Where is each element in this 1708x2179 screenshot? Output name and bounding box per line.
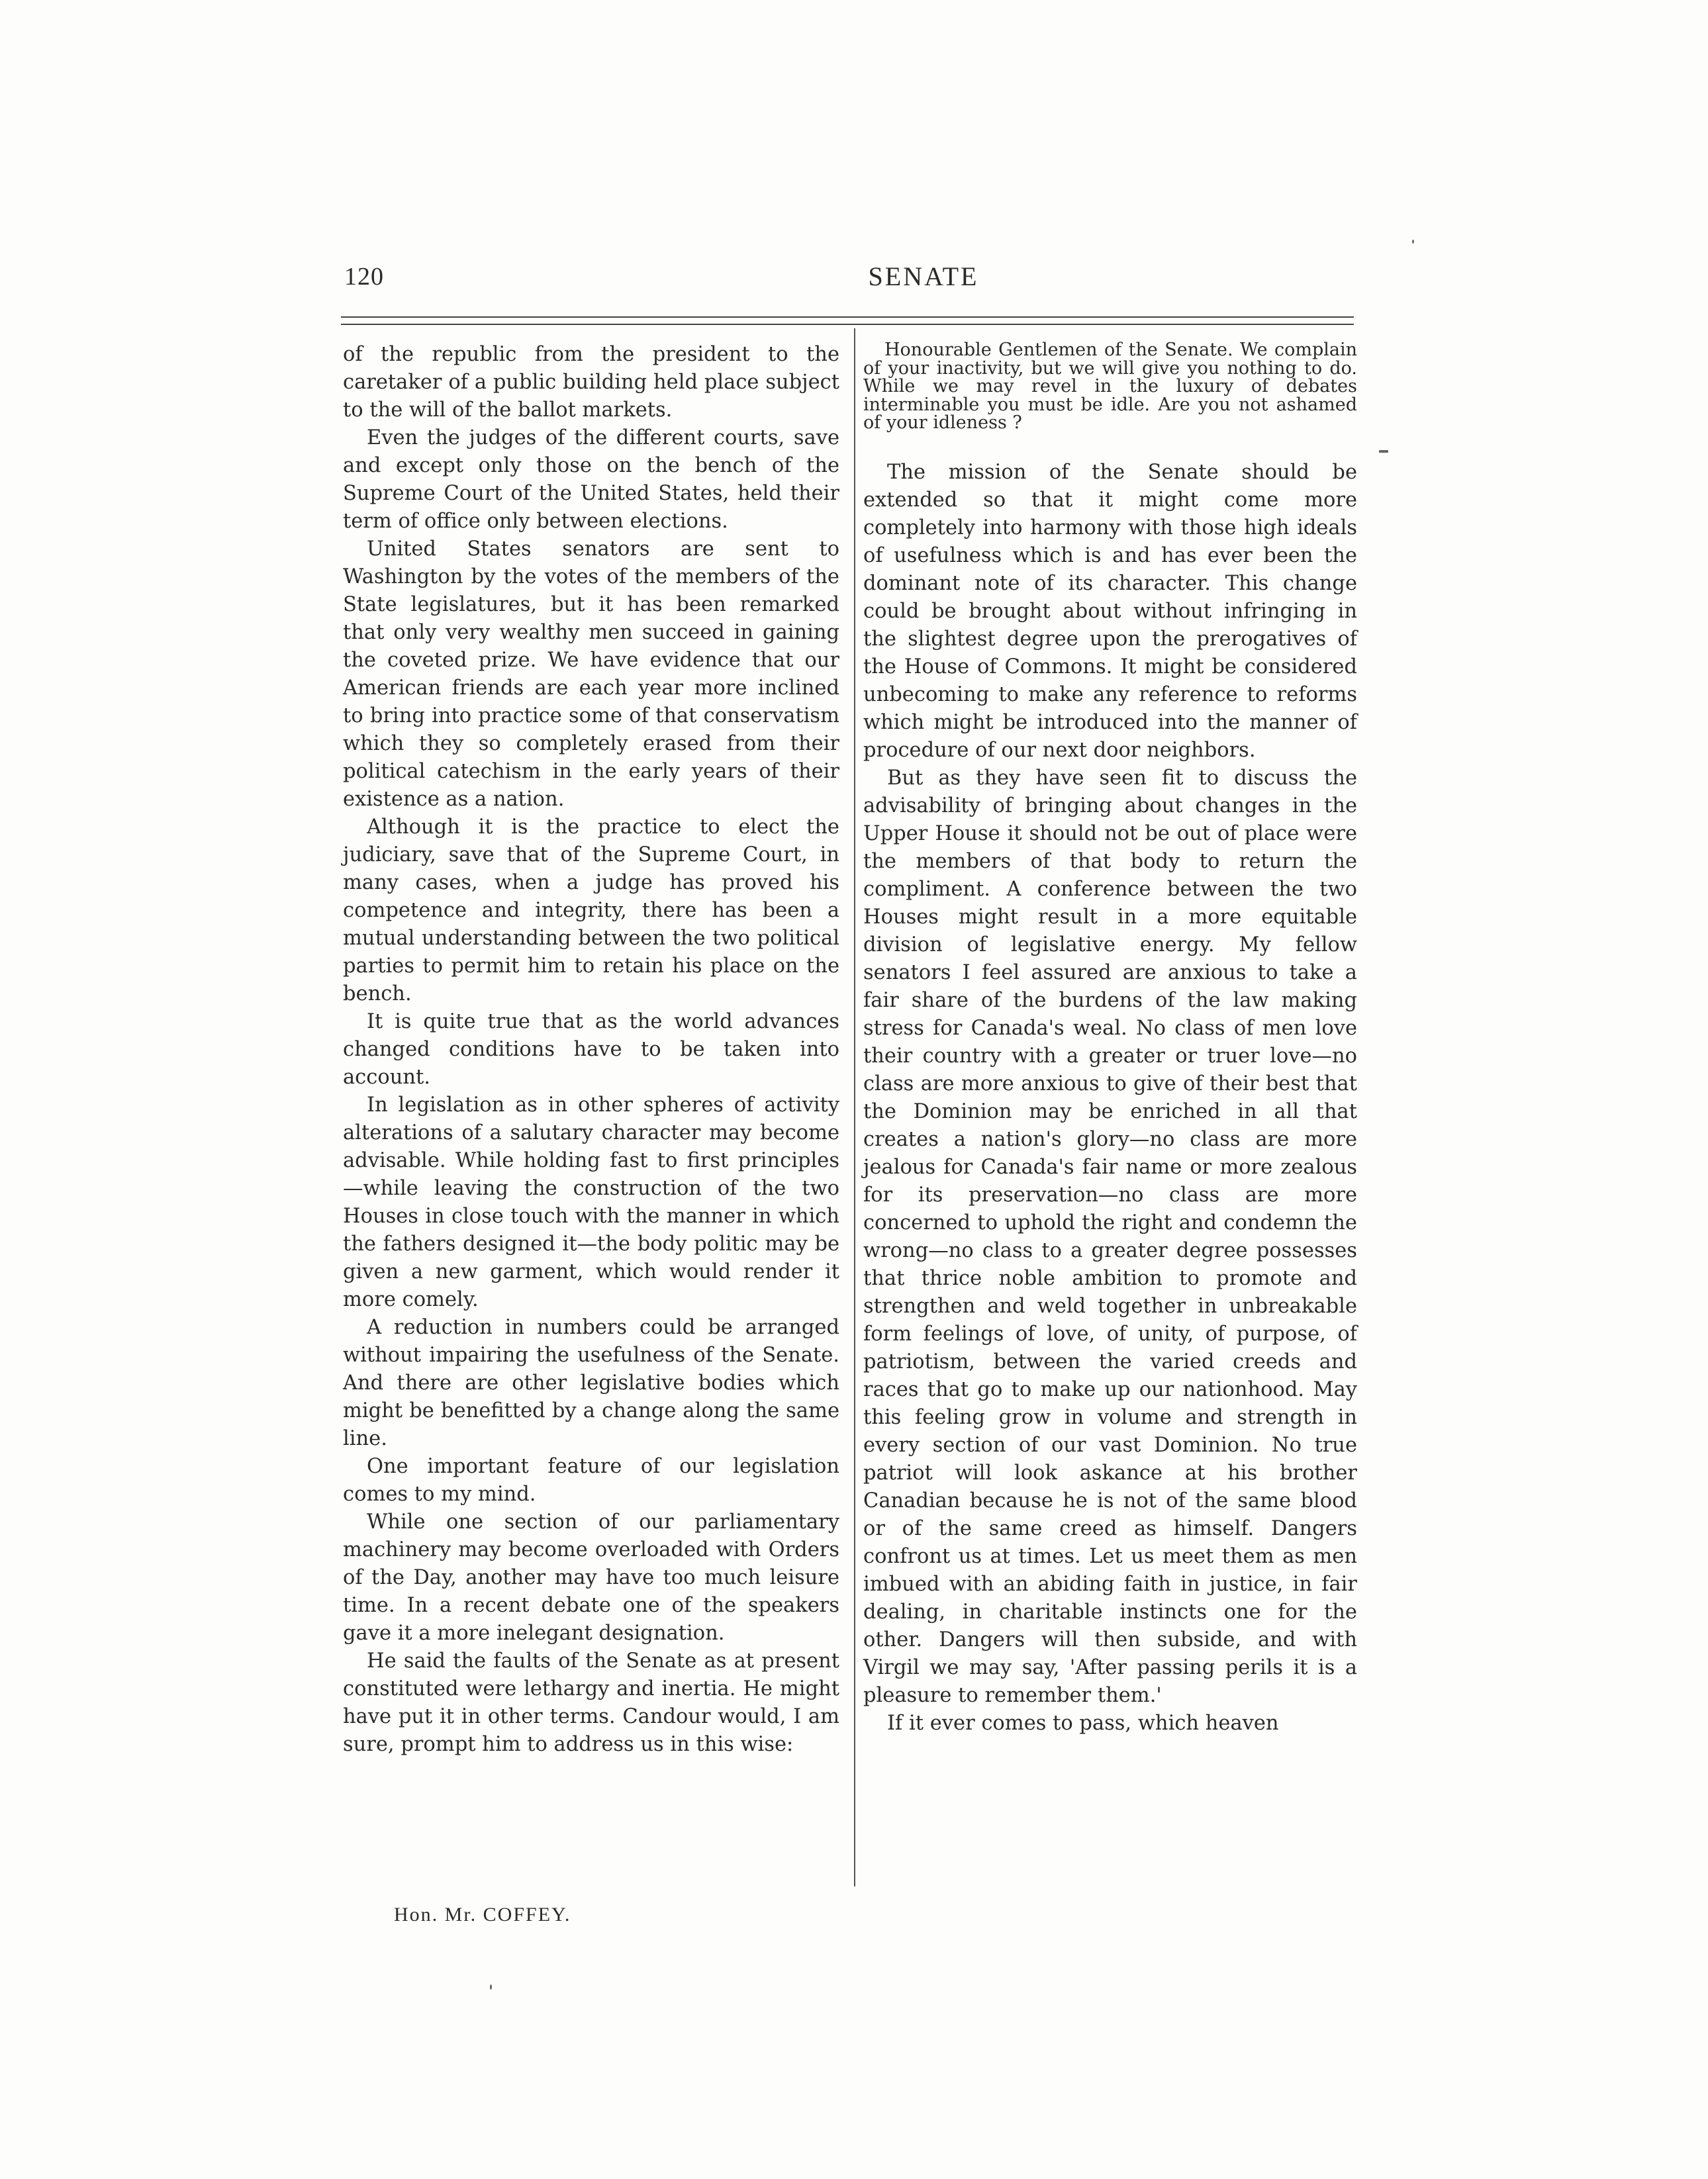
speaker-signature: Hon. Mr. COFFEY.	[394, 1904, 571, 1925]
left-paragraph-3: United States senators are sent to Washington by the votes of the members of the State legislatures, but it has been remarked that only very wealthy men succeed in gaining the coveted prize. We have evidence that our American friends are each year more inclined to bring into practice some of that conservatism which they so completely erased from their political catechism in the early years of their existence as a nation.	[343, 537, 839, 811]
left-column	[343, 341, 839, 1759]
header-rule-top	[341, 316, 1354, 318]
scan-speck	[490, 1984, 492, 1990]
left-paragraph-10: He said the faults of the Senate as at present constituted were lethargy and inertia. He might have put it in other terms. Candour would, I am sure, prompt him to address us in this wise:	[343, 1649, 839, 1756]
right-paragraph-2: But as they have seen fit to discuss the advisability of bringing about changes in the Upper House it should not be out of place were the members of that body to return the compliment. A conference between the two Houses might result in a more equitable division of legislative energy. My fellow senators I feel assured are anxious to take a fair share of the burdens of the law making stress for Canada's weal. No class of men love their country with a greater or truer love—no class are more anxious to give of their best that the Dominion may be enriched in all that creates a nation's glory—no class are more jealous for Canada's fair name or more zealous for its preservation—no class are more concerned to uphold the right and condemn the wrong—no class to a greater degree possesses that thrice noble ambition to promote and strengthen and weld together in unbreakable form feelings of love, of unity, of purpose, of patriotism, between the varied creeds and races that go to make up our nationhood. May this feeling grow in volume and strength in every section of our vast Dominion. No true patriot will look askance at his brother Canadian because he is not of the same blood or of the same creed as himself. Dangers confront us at times. Let us meet them as men imbued with an abiding faith in justice, in fair dealing, in charitable instincts one for the other. Dangers will then subside, and with Virgil we may say, 'After passing perils it is a pleasure to remember them.'	[863, 766, 1357, 1707]
scan-speck	[1412, 240, 1414, 244]
left-paragraph-2: Even the judges of the different courts, save and except only those on the bench of the Supreme Court of the United States, held their term of office only between elections.	[343, 426, 839, 533]
left-paragraph-9: While one section of our parliamentary machinery may become overloaded with Orders of the Day, another may have too much leisure time. In a recent debate one of the speakers gave it a more inelegant designation.	[343, 1510, 839, 1645]
left-paragraph-7: A reduction in numbers could be arranged without impairing the usefulness of the Senate. And there are other legislative bodies which might be benefitted by a change along the same line.	[343, 1316, 839, 1450]
left-paragraph-6: In legislation as in other spheres of activity alterations of a salutary character may become advisable. While holding fast to first principles—while leaving the construction of the two Houses in close touch with the manner in which the fathers designed it—the body politic may be given a new garment, which would render it more comely.	[343, 1093, 839, 1311]
left-paragraph-4: Although it is the practice to elect the judiciary, save that of the Supreme Court, in many cases, when a judge has proved his competence and integrity, there has been a mutual understanding between the two political parties to permit him to retain his place on the bench.	[343, 815, 839, 1005]
header-rule-bottom	[341, 324, 1354, 325]
right-column	[863, 341, 1357, 1738]
right-paragraph-3: If it ever comes to pass, which heaven	[887, 1711, 1279, 1735]
scan-speck	[1379, 450, 1388, 453]
left-paragraph-1: of the republic from the president to the caretaker of a public building held place subject to the will of the ballot markets.	[343, 343, 839, 422]
quoted-address: Honourable Gentlemen of the Senate. We complain of your inactivity, but we will give you nothing to do. While we may revel in the luxury of debates interminable you must be idle. Are you not ashamed of your idleness ?	[863, 340, 1357, 433]
right-paragraph-1: The mission of the Senate should be extended so that it might come more completely into harmony with those high ideals of usefulness which is and has ever been the dominant note of its character. This change could be brought about without infringing in the slightest degree upon the prerogatives of the House of Commons. It might be considered unbecoming to make any reference to reforms which might be introduced into the manner of procedure of our next door neighbors.	[863, 460, 1357, 762]
page-number: 120	[344, 263, 384, 291]
left-paragraph-5: It is quite true that as the world advances changed conditions have to be taken into account.	[343, 1010, 839, 1089]
running-head: SENATE	[868, 261, 979, 291]
column-divider	[854, 328, 855, 1886]
left-paragraph-8: One important feature of our legislation comes to my mind.	[343, 1455, 839, 1506]
